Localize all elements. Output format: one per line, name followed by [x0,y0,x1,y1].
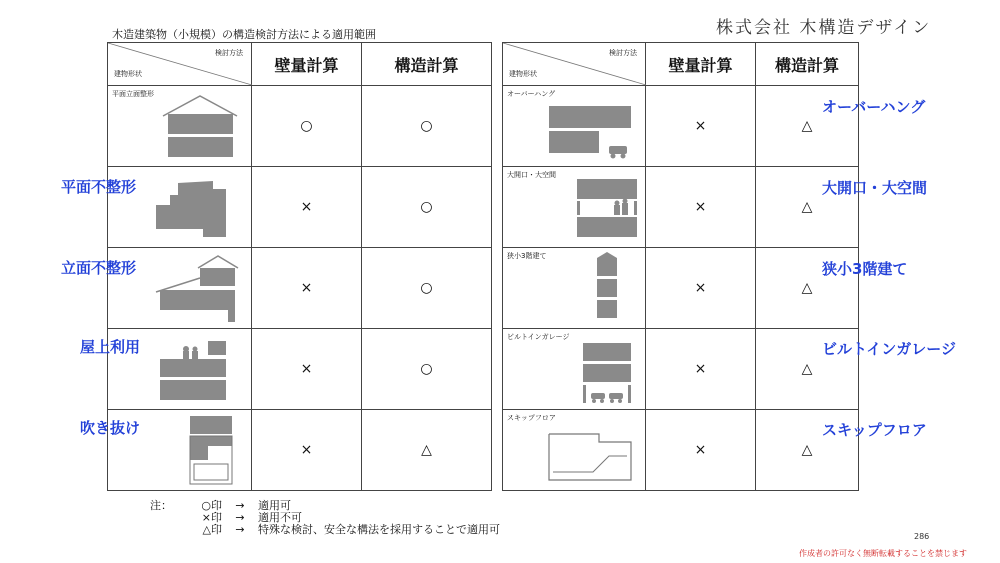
struct-mark: ○ [362,167,492,248]
label-atrium: 吹き抜け [80,419,141,437]
wall-mark: × [646,167,756,248]
struct-mark: ○ [362,248,492,329]
notes-head: 注： [150,499,172,512]
wall-mark: × [252,167,362,248]
narrow-three-story-icon [503,248,646,328]
builtin-garage-icon [503,329,646,409]
note-symbol: △印 [202,523,222,536]
table-row [503,167,859,248]
struct-mark: △ [756,329,859,410]
label-builtin-garage: ビルトインガレージ [822,340,956,358]
page-number: 286 [914,532,930,541]
table-row [108,167,492,248]
figure-cell [503,86,646,167]
overhang-icon [503,86,646,166]
note-text: 特殊な検討、安全な構法を採用することで適用可 [258,523,500,536]
regular-house-icon [108,86,252,166]
corner-top-label: 検討方法 [215,49,243,57]
wall-mark: × [646,329,756,410]
struct-mark: △ [756,248,859,329]
note-symbol: ○印 [201,499,222,512]
struct-mark: ○ [362,329,492,410]
figure-cell [503,167,646,248]
col-header-wall: 壁量計算 [252,43,362,86]
label-irregular-plan: 平面不整形 [61,178,137,196]
note-arrow: → [235,523,245,536]
table-row [503,248,859,329]
note-text: 適用不可 [258,511,302,524]
col-header-struct: 構造計算 [756,43,859,86]
row-caption: オーバーハング [507,90,556,98]
note-text: 適用可 [258,499,291,512]
wall-mark: × [252,410,362,491]
figure-cell [108,86,252,167]
col-header-wall: 壁量計算 [646,43,756,86]
row-caption: 平面立面整形 [112,90,154,98]
struct-mark: △ [756,410,859,491]
row-caption: ビルトインガレージ [507,333,570,341]
wall-mark: ○ [252,86,362,167]
wall-mark: × [252,248,362,329]
struct-mark: △ [756,167,859,248]
label-skip-floor: スキップフロア [822,421,927,439]
label-large-opening: 大開口・大空間 [822,179,928,197]
table-row [503,329,859,410]
skip-floor-icon [503,410,646,490]
table-row [108,248,492,329]
label-irregular-elevation: 立面不整形 [61,259,137,277]
label-rooftop-use: 屋上利用 [80,338,141,356]
note-arrow: → [235,511,245,524]
left-table [107,42,492,491]
copyright-notice: 作成者の許可なく無断転載することを禁じます [799,549,967,558]
label-narrow-three-story: 狭小3階建て [822,260,908,278]
struct-mark: △ [756,86,859,167]
wall-mark: × [646,86,756,167]
table-row [503,86,859,167]
note-symbol: ×印 [201,511,222,524]
corner-bottom-label: 建物形状 [509,70,537,78]
note-line [150,524,500,536]
row-caption: スキップフロア [507,414,556,422]
header-corner [108,43,252,86]
table-row [503,410,859,491]
wall-mark: × [646,248,756,329]
header-corner [503,43,646,86]
table-row [108,410,492,491]
table-row [108,86,492,167]
note-arrow: → [235,499,245,512]
figure-cell [503,329,646,410]
corner-bottom-label: 建物形状 [114,70,142,78]
page-title: 木造建築物（小規模）の構造検討方法による適用範囲 [112,28,376,41]
struct-mark: △ [362,410,492,491]
wall-mark: × [646,410,756,491]
figure-cell [503,410,646,491]
large-opening-icon [503,167,646,247]
row-caption: 大開口・大空間 [507,171,556,179]
right-table [502,42,859,491]
col-header-struct: 構造計算 [362,43,492,86]
struct-mark: ○ [362,86,492,167]
brand-logo-text: 株式会社 木構造デザイン [716,18,932,38]
wall-mark: × [252,329,362,410]
row-caption: 狭小3階建て [507,252,547,260]
legend-notes [150,500,500,536]
figure-cell [503,248,646,329]
table-row [108,329,492,410]
label-overhang: オーバーハング [822,98,926,116]
corner-top-label: 検討方法 [609,49,637,57]
